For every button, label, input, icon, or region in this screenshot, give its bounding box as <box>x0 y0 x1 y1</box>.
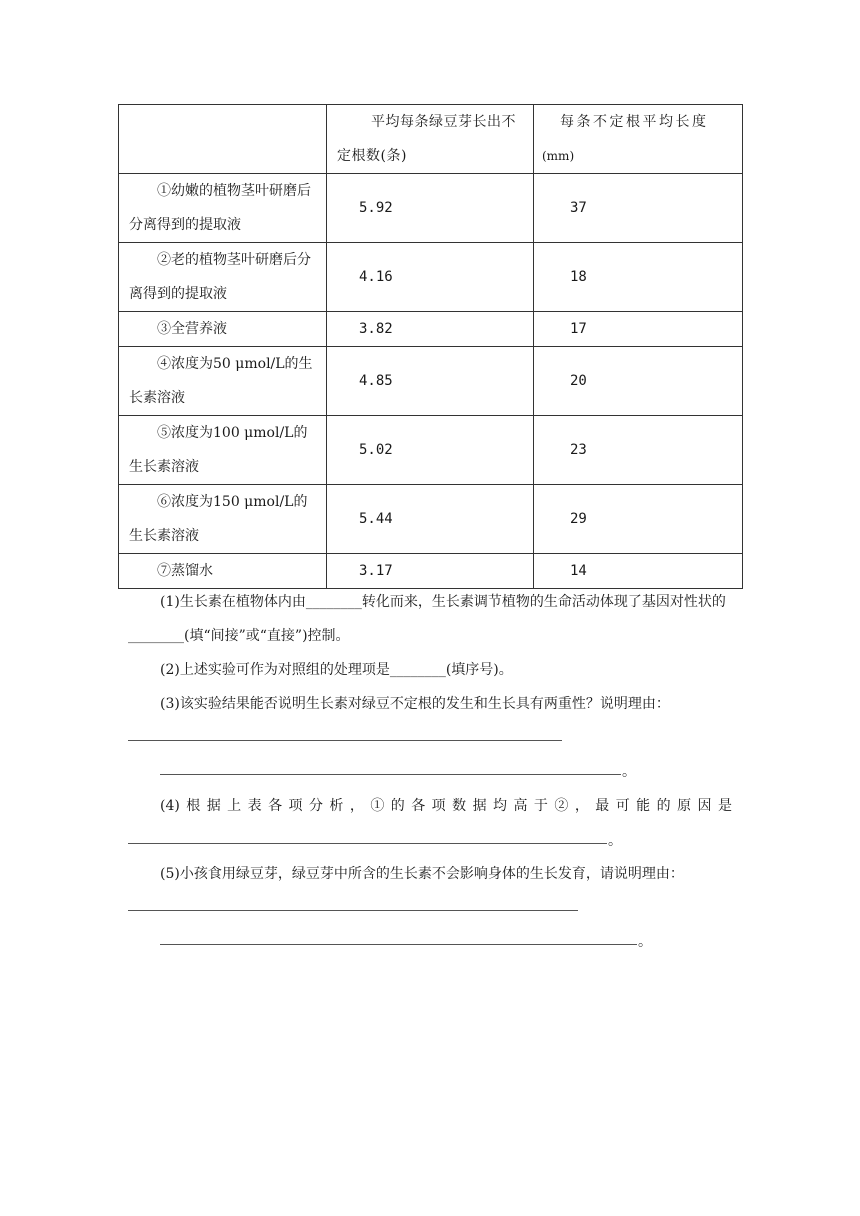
table-row <box>119 174 743 243</box>
condition-cell: ④浓度为50 μmol/L的生长素溶液 <box>119 347 327 416</box>
table-header-row <box>119 105 743 174</box>
root-count-cell: 5.02 <box>327 416 534 485</box>
answer-5-period: 。 <box>638 934 652 950</box>
table-row <box>119 416 743 485</box>
answer-line-4[interactable] <box>128 843 607 844</box>
table-row <box>119 312 743 347</box>
root-length-cell: 29 <box>534 485 743 554</box>
answer-line-3b[interactable] <box>160 774 621 775</box>
root-length-cell: 37 <box>534 174 743 243</box>
answer-line-5a[interactable] <box>128 910 578 911</box>
question-5: (5)小孩食用绿豆芽，绿豆芽中所含的生长素不会影响身体的生长发育，请说明理由： <box>160 866 684 882</box>
root-length-cell: 14 <box>534 554 743 589</box>
answer-4-period: 。 <box>608 833 622 849</box>
header-cell-root-count: 平均每条绿豆芽长出不定根数(条) <box>327 105 534 174</box>
header-root-length-label: 每条不定根平均长度 <box>560 114 709 130</box>
root-count-cell: 3.82 <box>327 312 534 347</box>
condition-cell: ①幼嫩的植物茎叶研磨后分离得到的提取液 <box>119 174 327 243</box>
root-length-cell: 23 <box>534 416 743 485</box>
root-count-cell: 4.16 <box>327 243 534 312</box>
header-cell-root-length <box>534 105 743 174</box>
condition-cell: ③全营养液 <box>119 312 327 347</box>
root-length-cell: 17 <box>534 312 743 347</box>
answer-line-5b[interactable] <box>160 944 637 945</box>
question-2: (2)上述实验可作为对照组的处理项是________(填序号)。 <box>160 662 513 678</box>
table-row <box>119 347 743 416</box>
table-row <box>119 554 743 589</box>
question-3: (3)该实验结果能否说明生长素对绿豆不定根的发生和生长具有两重性？说明理由： <box>160 696 670 712</box>
table-row <box>119 485 743 554</box>
root-count-cell: 4.85 <box>327 347 534 416</box>
condition-cell: ⑤浓度为100 μmol/L的生长素溶液 <box>119 416 327 485</box>
root-length-cell: 18 <box>534 243 743 312</box>
condition-cell: ②老的植物茎叶研磨后分离得到的提取液 <box>119 243 327 312</box>
answer-line-3a[interactable] <box>128 740 562 741</box>
root-count-cell: 5.44 <box>327 485 534 554</box>
question-4: (4)根据上表各项分析，①的各项数据均高于②，最可能的原因是 <box>160 798 732 814</box>
root-length-cell: 20 <box>534 347 743 416</box>
data-table <box>118 104 743 589</box>
condition-cell: ⑥浓度为150 μmol/L的生长素溶液 <box>119 485 327 554</box>
table-row <box>119 243 743 312</box>
condition-cell: ⑦蒸馏水 <box>119 554 327 589</box>
question-1: (1)生长素在植物体内由________转化而来，生长素调节植物的生命活动体现了基因对性状的________(填“间接”或“直接”)控制。 <box>128 594 726 644</box>
root-count-cell: 5.92 <box>327 174 534 243</box>
answer-3-period: 。 <box>622 764 636 780</box>
root-count-cell: 3.17 <box>327 554 534 589</box>
header-root-length-unit: (mm) <box>542 149 575 163</box>
header-cell-empty <box>119 105 327 174</box>
